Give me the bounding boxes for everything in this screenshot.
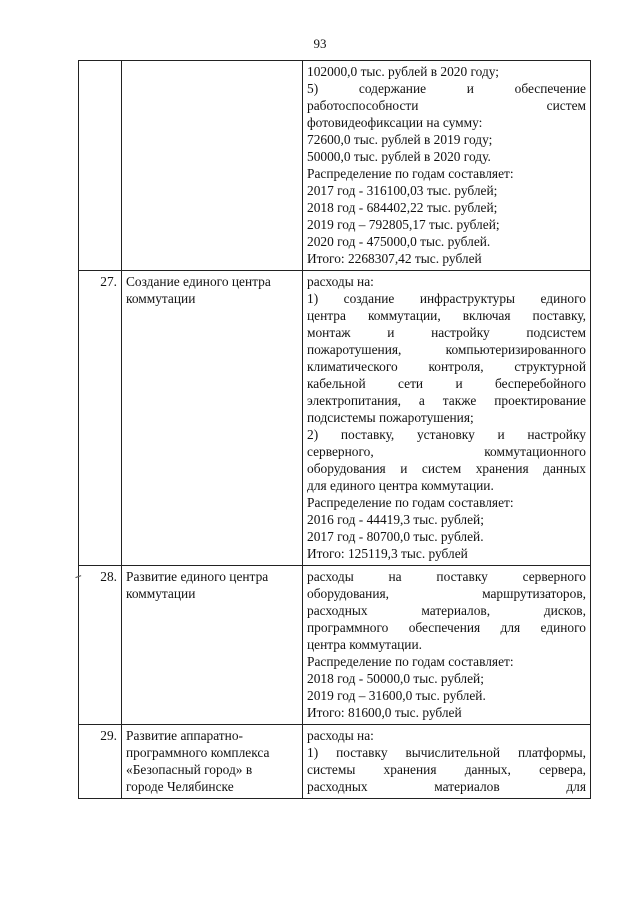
description-word: поставку [436, 569, 488, 584]
description-line [307, 392, 586, 409]
description-line [307, 307, 586, 324]
table-row [79, 271, 591, 566]
description-word: коммутации, [367, 308, 441, 323]
description-word: бесперебойного [494, 376, 586, 391]
description-word: коммутационного [484, 444, 586, 459]
description-word: 5) [307, 81, 319, 96]
description-word: поставку [336, 745, 388, 760]
description-line: центра коммутации. [307, 637, 422, 652]
description-line: 2019 год – 31600,0 тыс. рублей. [307, 688, 486, 703]
description-word: на [388, 569, 402, 584]
description-word: расходных [307, 603, 368, 618]
description-line [307, 778, 586, 795]
description-line: расходы на: [307, 274, 374, 289]
description-word: расходы [307, 569, 354, 584]
measure-title [122, 271, 303, 566]
description-word: единого [540, 291, 586, 306]
description-word: и [497, 427, 505, 442]
description-word: систем [421, 461, 462, 476]
description-word: материалов [434, 779, 500, 794]
description-line: Итого: 2268307,42 тыс. рублей [307, 251, 482, 266]
description-word: данных, [464, 762, 511, 777]
description-word: маршрутизаторов, [482, 586, 586, 601]
description-line: Итого: 81600,0 тыс. рублей [307, 705, 462, 720]
description-line [307, 358, 586, 375]
description-line [307, 443, 586, 460]
table-row [79, 61, 591, 271]
description-word: системы [307, 762, 356, 777]
measure-title [122, 566, 303, 725]
title-line: коммутации [126, 291, 196, 306]
description-line: расходы на: [307, 728, 374, 743]
description-word: контроля, [428, 359, 484, 374]
description-word: серверного, [307, 444, 374, 459]
description-word: настройку [431, 325, 490, 340]
description-word: подсистем [526, 325, 586, 340]
title-line: городе Челябинске [126, 779, 234, 794]
description-word: хранения [475, 461, 529, 476]
description-word: оборудования, [307, 586, 390, 601]
measure-description [303, 61, 591, 271]
row-number: 29. [79, 725, 122, 799]
description-word: электропитания, [307, 393, 401, 408]
title-line: Создание единого центра [126, 274, 271, 289]
description-word: работоспособности [307, 98, 419, 113]
description-word: 2) [307, 427, 319, 442]
description-word: серверного [522, 569, 586, 584]
description-line [307, 460, 586, 477]
measure-title [122, 61, 303, 271]
description-word: инфраструктуры [419, 291, 516, 306]
row-number: 28. [79, 566, 122, 725]
description-word: данных [543, 461, 586, 476]
description-line [307, 426, 586, 443]
description-word: обеспечение [514, 81, 586, 96]
description-word: сервера, [539, 762, 586, 777]
measure-description [303, 566, 591, 725]
description-line: подсистемы пожаротушения; [307, 410, 474, 425]
description-word: настройку [527, 427, 586, 442]
description-line: 2016 год - 44419,3 тыс. рублей; [307, 512, 484, 527]
description-word: дисков, [543, 603, 586, 618]
table-row [79, 566, 591, 725]
description-line: для единого центра коммутации. [307, 478, 494, 493]
description-word: а [418, 393, 425, 408]
description-line: Распределение по годам составляет: [307, 495, 514, 510]
description-word: проектирование [494, 393, 586, 408]
description-word: вычислительной [405, 745, 501, 760]
description-word: и [466, 81, 474, 96]
description-word: кабельной [307, 376, 366, 391]
description-line [307, 341, 586, 358]
title-line: коммутации [126, 586, 196, 601]
description-word: климатического [307, 359, 398, 374]
description-word: программного [307, 620, 389, 635]
row-number: 27. [79, 271, 122, 566]
description-line: 72600,0 тыс. рублей в 2019 году; [307, 132, 493, 147]
measure-description [303, 725, 591, 799]
description-word: для [500, 620, 521, 635]
description-line [307, 568, 586, 585]
description-word: включая [462, 308, 511, 323]
measure-title [122, 725, 303, 799]
title-line: «Безопасный город» в [126, 762, 253, 777]
description-line: Итого: 125119,3 тыс. рублей [307, 546, 468, 561]
description-word: систем [546, 98, 586, 113]
description-word: монтаж [307, 325, 351, 340]
description-word: сети [398, 376, 424, 391]
description-line: 102000,0 тыс. рублей в 2020 году; [307, 64, 500, 79]
description-word: оборудования [307, 461, 386, 476]
description-word: также [442, 393, 477, 408]
description-word: центра [307, 308, 346, 323]
description-word: поставку, [532, 308, 586, 323]
description-word: расходных [307, 779, 368, 794]
title-line: Развитие аппаратно- [126, 728, 243, 743]
description-line: Распределение по годам составляет: [307, 166, 514, 181]
description-word: хранения [383, 762, 437, 777]
description-word: единого [540, 620, 586, 635]
description-line: 2019 год – 792805,17 тыс. рублей; [307, 217, 500, 232]
measures-table [78, 60, 591, 799]
description-line: 2017 год - 316100,03 тыс. рублей; [307, 183, 498, 198]
description-line: 2020 год - 475000,0 тыс. рублей. [307, 234, 491, 249]
title-line: программного комплекса [126, 745, 270, 760]
description-word: 1) [307, 745, 319, 760]
description-line [307, 619, 586, 636]
description-word: платформы, [517, 745, 586, 760]
table-row [79, 725, 591, 799]
description-word: материалов, [421, 603, 491, 618]
description-line: Распределение по годам составляет: [307, 654, 514, 669]
description-line: 2018 год - 50000,0 тыс. рублей; [307, 671, 484, 686]
title-line: Развитие единого центра [126, 569, 269, 584]
description-word: содержание [358, 81, 427, 96]
description-line [307, 602, 586, 619]
description-word: и [400, 461, 408, 476]
description-line: фотовидеофиксации на сумму: [307, 115, 483, 130]
description-line [307, 761, 586, 778]
description-word: установку [416, 427, 475, 442]
description-word: поставку, [340, 427, 395, 442]
description-word: пожаротушения, [307, 342, 402, 357]
description-line: 2017 год - 80700,0 тыс. рублей. [307, 529, 484, 544]
description-line [307, 97, 586, 114]
description-word: обеспечения [408, 620, 481, 635]
description-word: структурной [514, 359, 586, 374]
description-line [307, 375, 586, 392]
description-line [307, 80, 586, 97]
description-word: создание [343, 291, 395, 306]
measure-description [303, 271, 591, 566]
description-line [307, 324, 586, 341]
description-word: для [566, 779, 586, 794]
description-line: 50000,0 тыс. рублей в 2020 году. [307, 149, 491, 164]
description-word: 1) [307, 291, 319, 306]
description-word: и [455, 376, 463, 391]
page-number: 93 [313, 36, 327, 51]
description-line [307, 290, 586, 307]
description-line [307, 744, 586, 761]
row-number [79, 61, 122, 271]
description-word: компьютеризированного [445, 342, 586, 357]
description-line: 2018 год - 684402,22 тыс. рублей; [307, 200, 498, 215]
description-line [307, 585, 586, 602]
description-word: и [387, 325, 395, 340]
